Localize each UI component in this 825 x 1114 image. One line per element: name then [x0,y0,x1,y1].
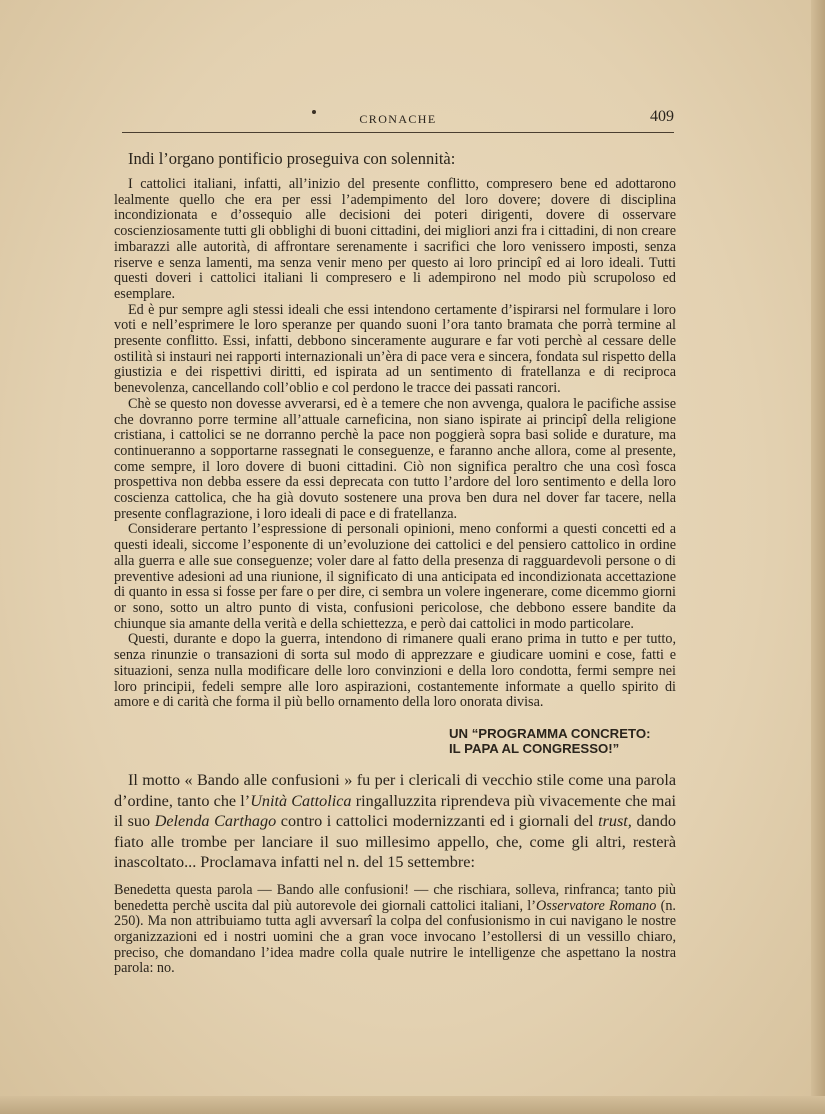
quote-paragraph-4: Considerare pertanto l’espressione di personali opinioni, meno conformi a questi concetti ed a questi ideali, siccome l’esponente di un’evoluzione dei cattolici e del pensiero cattolico in ordine alla guerra e alle sue conseguenze; voler dare al fatto della presenza di ragguardevoli persone o di preventive adesioni ad una riunione, il significato di una anticipata ed incondizionata accettazione di quanto in essa si fosse per fare o per dire, ci sembra un volere ingenerare, come dicemmo giorni or sono, sotto un altro punto di vista, confusioni pericolose, che debbono essere bandite da chiunque sia amante della verità e della schiettezza, e però dai cattolici in modo particolare. [114,521,676,632]
quote2-text-2: (n. 250). Ma non attribuiamo tutta agli avversarî la colpa del confusionismo in cui navigano le nostre organizzazioni ed i nostri uomini che a gran voce invocano l’estollersi di un vessillo chiaro, preciso, che domandano l’idea madre colla quale nutrire le intelligenze che aspettano la nostra parola: no. [114,897,676,977]
quote-paragraph-1: I cattolici italiani, infatti, all’inizio del presente conflitto, compresero bene ed adottarono lealmente quello che era per essi l’adempimento del loro dovere; dovere di disciplina incondizionata e d’ossequio alle decisioni dei poteri dirigenti, dovere di osservare coscienziosamente tutti gli obblighi di buoni cittadini, dei migliori anzi fra i cittadini, di non creare imbarazzi alle autorità, di affrontare serenamente i sacrifici che loro venissero imposti, senza riserve e senza lamenti, ma senza venir meno per questo ai loro principî ed ai loro ideali. Tutti questi doveri i cattolici italiani li compresero e li adempirono nel modo più scrupoloso ed esemplare. [114,176,676,302]
body-text-2: ringalluzzita riprendeva più vivacemente che mai il suo [114,791,676,831]
body-text-4: dando fiato alle trombe per lanciare il suo millesimo appello, che, come gli altri, resterà inascoltato... Proclamava infatti nel n. del 15 settembre: [114,812,677,872]
body-text-3: contro i cattolici modernizzanti ed i giornali del [276,812,599,831]
page-content [114,148,676,977]
quote-paragraph-3: Chè se questo non dovesse avverarsi, ed è a temere che non avvenga, qualora le pacifiche assise che dovranno porre termine all’attuale carneficina, non siano ispirate ai principî della religione cristiana, i cattolici se ne dorranno perchè la pace non poggierà sopra basi solide e durature, ma continueranno a sopportarne rassegnati le conseguenze, e faranno anche allora, come al presente, come sempre, il loro dovere di buoni cittadini. Ciò non significa peraltro che una così fosca prospettiva non debba essere da essi deprecata con tutto l’ardore del loro sentimento e della loro coscienza cattolica, che ha già dovuto sostenere una prova ben dura nel dover far tacere, nella presente conflagrazione, i loro ideali di pace e di fratellanza. [114,395,676,522]
italic-osservatore-romano: Osservatore Romano [535,897,657,914]
intro-line: Indi l’organo pontificio proseguiva con solennità: [128,149,456,168]
running-title: CRONACHE [359,112,437,126]
page-number: 409 [650,108,674,125]
quote-paragraph-2: Ed è pur sempre agli stessi ideali che essi intendono certamente d’ispirarsi nel formulare i loro voti e nell’esprimere le loro speranze per quando suoni l’ora tanto bramata che porrà termine al presente conflitto. Essi, infatti, debbono sinceramente augurare e far voti perchè al cessare delle ostilità si instauri nei rapporti internazionali un’èra di pace vera e sincera, fondata sul rispetto della giustizia e dei rispettivi diritti, ed ispirata ad un sentimento di fratellanza e di reciproca benevolenza, cancellando coll’oblio e col perdono le tracce dei passati rancori. [114,301,676,397]
running-head [122,108,674,136]
quote2-text-1: Benedetta questa parola — Bando alle confusioni! — che rischiara, solleva, rinfranca; tanto più benedetta perchè uscita dal più autorevole dei giornali cattolici italiani, l’ [114,881,676,914]
italic-delenda-carthago: Delenda Carthago [154,812,277,831]
body-paragraph [114,770,676,873]
italic-trust: trust, [598,812,632,831]
page-edge-bottom [0,1096,825,1114]
section-heading [449,726,676,756]
header-rule [122,132,674,133]
section-heading-line-2: IL PAPA AL CONGRESSO!” [449,740,620,756]
italic-unita-cattolica: Unità Cattolica [250,791,352,810]
page-edge-right [811,0,825,1114]
section-heading-line-1: UN “PROGRAMMA CONCRETO: [449,725,651,741]
body-text-1: Il motto « Bando alle confusioni » fu per i clericali di vecchio stile come una parola d’ordine, tanto che l’ [114,770,676,810]
quote-unita-cattolica [114,883,676,977]
quote-paragraph-5: Questi, durante e dopo la guerra, intendono di rimanere quali erano prima in tutto e per tutto, senza rinunzie o transazioni di sorta sul modo di apprezzare e giudicare uomini e cose, fatti e situazioni, senza nulla modificare delle loro convinzioni e della loro condotta, fermi sempre nei loro principii, fedeli sempre alle loro aspirazioni, costantemente informate a quello spirito di amore e di carità che forma il più bello ornamento della loro onorata divisa. [114,631,676,711]
quoted-article [114,177,676,711]
